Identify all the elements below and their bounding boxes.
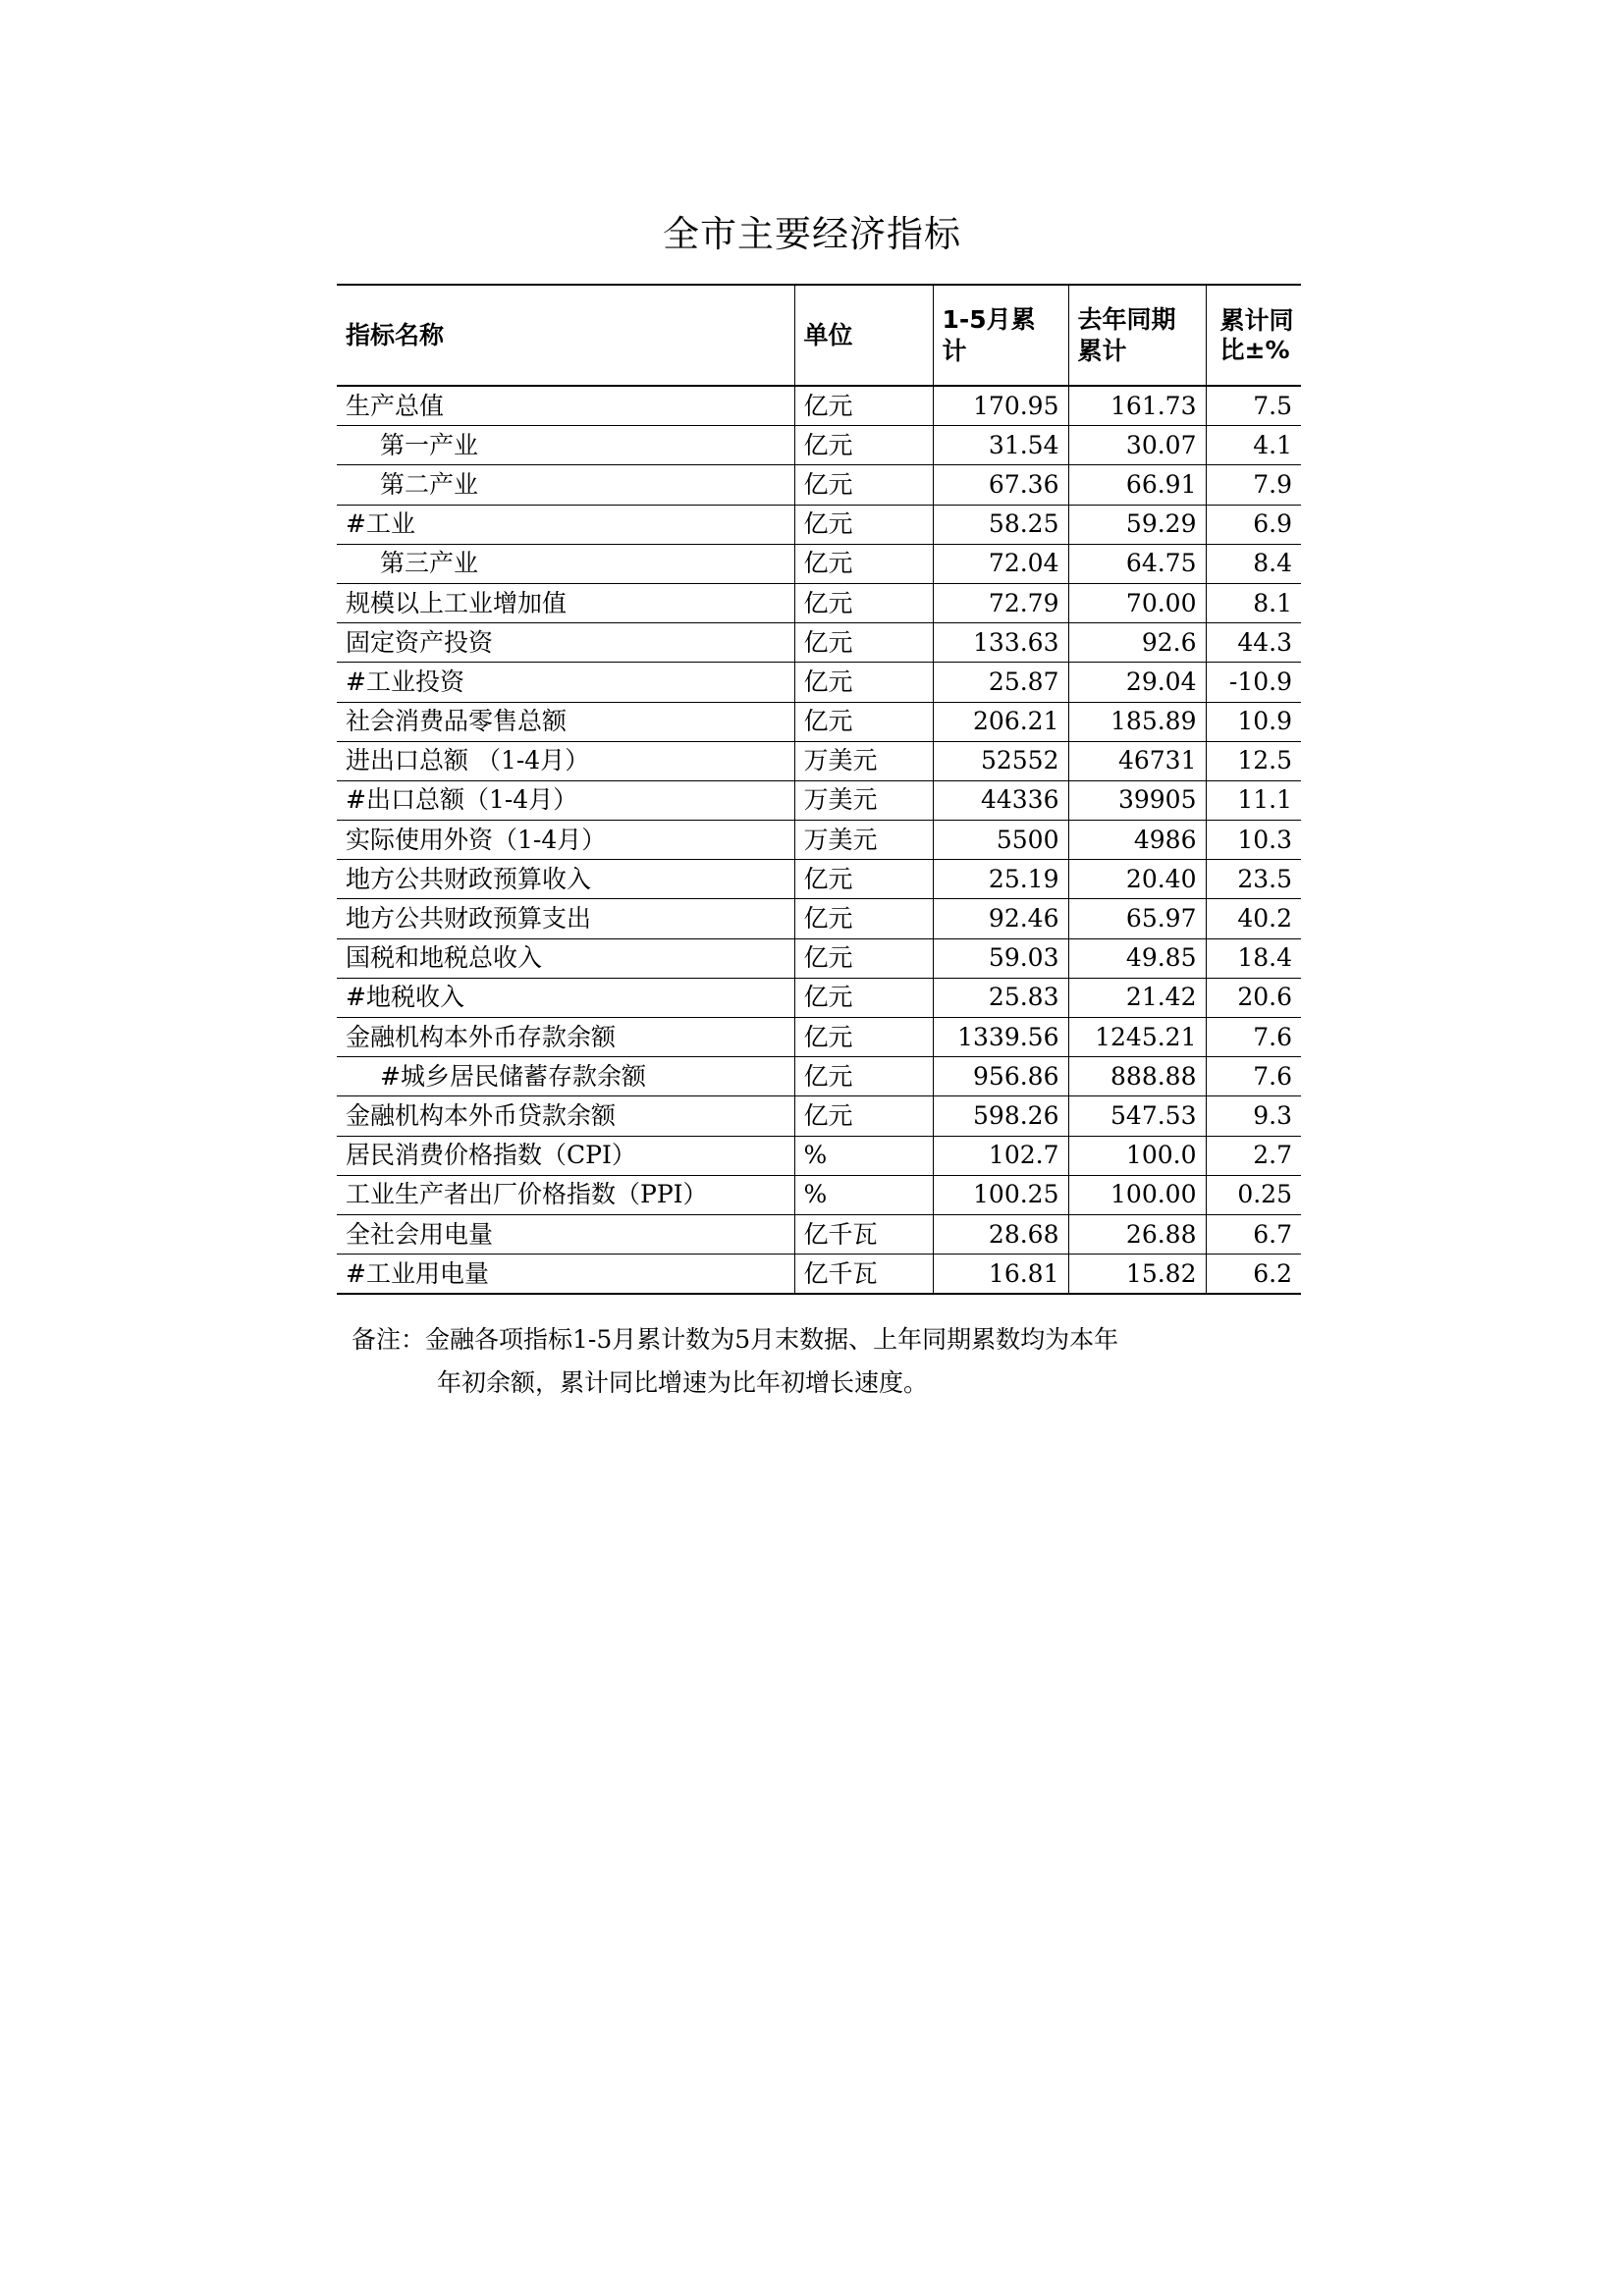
- table-row: [337, 938, 1301, 978]
- cell-yoy: 4.1: [1206, 426, 1301, 465]
- cell-yoy: 6.9: [1206, 505, 1301, 544]
- cell-name: #地税收入: [337, 978, 794, 1017]
- cell-unit: 亿元: [794, 978, 933, 1017]
- cell-name: 地方公共财政预算收入: [337, 860, 794, 899]
- cell-current: 206.21: [933, 702, 1068, 741]
- cell-previous: 888.88: [1068, 1057, 1206, 1096]
- cell-name: #工业: [337, 505, 794, 544]
- cell-previous: 66.91: [1068, 465, 1206, 505]
- cell-unit: 亿元: [794, 938, 933, 978]
- cell-current: 956.86: [933, 1057, 1068, 1096]
- cell-yoy: 20.6: [1206, 978, 1301, 1017]
- cell-previous: 20.40: [1068, 860, 1206, 899]
- cell-unit: 亿元: [794, 426, 933, 465]
- table-body: [337, 386, 1301, 1294]
- cell-current: 92.46: [933, 899, 1068, 938]
- cell-name: 国税和地税总收入: [337, 938, 794, 978]
- table-header-row: [337, 285, 1301, 386]
- cell-previous: 100.00: [1068, 1175, 1206, 1214]
- cell-yoy: 8.4: [1206, 544, 1301, 583]
- header-unit: 单位: [794, 285, 933, 386]
- cell-unit: %: [794, 1136, 933, 1175]
- cell-current: 100.25: [933, 1175, 1068, 1214]
- table-row: [337, 544, 1301, 583]
- cell-current: 5500: [933, 821, 1068, 860]
- cell-name: 居民消费价格指数（CPI）: [337, 1136, 794, 1175]
- cell-current: 67.36: [933, 465, 1068, 505]
- cell-previous: 30.07: [1068, 426, 1206, 465]
- table-row: [337, 583, 1301, 622]
- cell-current: 170.95: [933, 386, 1068, 426]
- cell-name: 第三产业: [337, 544, 794, 583]
- table-row: [337, 702, 1301, 741]
- cell-yoy: 7.5: [1206, 386, 1301, 426]
- cell-name: 第二产业: [337, 465, 794, 505]
- cell-yoy: 6.2: [1206, 1255, 1301, 1295]
- table-row: [337, 1018, 1301, 1057]
- cell-name: 规模以上工业增加值: [337, 583, 794, 622]
- cell-yoy: 10.3: [1206, 821, 1301, 860]
- table-row: [337, 1096, 1301, 1136]
- cell-current: 133.63: [933, 623, 1068, 663]
- header-current: 1-5月累计: [933, 285, 1068, 386]
- cell-current: 25.83: [933, 978, 1068, 1017]
- cell-previous: 46731: [1068, 741, 1206, 780]
- cell-current: 25.87: [933, 663, 1068, 702]
- cell-name: 工业生产者出厂价格指数（PPI）: [337, 1175, 794, 1214]
- table-row: [337, 1214, 1301, 1254]
- cell-current: 31.54: [933, 426, 1068, 465]
- header-name: 指标名称: [337, 285, 794, 386]
- indicators-table: [337, 284, 1301, 1295]
- cell-yoy: 18.4: [1206, 938, 1301, 978]
- cell-unit: 亿千瓦: [794, 1214, 933, 1254]
- cell-previous: 49.85: [1068, 938, 1206, 978]
- cell-yoy: 40.2: [1206, 899, 1301, 938]
- cell-name: #工业用电量: [337, 1255, 794, 1295]
- cell-yoy: 7.9: [1206, 465, 1301, 505]
- cell-unit: 亿千瓦: [794, 1255, 933, 1295]
- cell-unit: 亿元: [794, 583, 933, 622]
- table-row: [337, 623, 1301, 663]
- cell-previous: 15.82: [1068, 1255, 1206, 1295]
- cell-previous: 26.88: [1068, 1214, 1206, 1254]
- cell-current: 59.03: [933, 938, 1068, 978]
- cell-yoy: 10.9: [1206, 702, 1301, 741]
- cell-previous: 39905: [1068, 780, 1206, 820]
- cell-yoy: 23.5: [1206, 860, 1301, 899]
- table-row: [337, 1255, 1301, 1295]
- cell-previous: 161.73: [1068, 386, 1206, 426]
- cell-current: 72.04: [933, 544, 1068, 583]
- cell-unit: 亿元: [794, 860, 933, 899]
- cell-unit: 亿元: [794, 505, 933, 544]
- table-row: [337, 899, 1301, 938]
- cell-current: 58.25: [933, 505, 1068, 544]
- cell-current: 72.79: [933, 583, 1068, 622]
- cell-name: #城乡居民储蓄存款余额: [337, 1057, 794, 1096]
- cell-current: 28.68: [933, 1214, 1068, 1254]
- cell-unit: 亿元: [794, 386, 933, 426]
- cell-name: #出口总额（1-4月）: [337, 780, 794, 820]
- cell-yoy: 8.1: [1206, 583, 1301, 622]
- cell-current: 598.26: [933, 1096, 1068, 1136]
- cell-unit: %: [794, 1175, 933, 1214]
- cell-yoy: 0.25: [1206, 1175, 1301, 1214]
- table-row: [337, 426, 1301, 465]
- cell-unit: 亿元: [794, 544, 933, 583]
- cell-unit: 亿元: [794, 702, 933, 741]
- table-row: [337, 505, 1301, 544]
- cell-name: 实际使用外资（1-4月）: [337, 821, 794, 860]
- cell-unit: 万美元: [794, 741, 933, 780]
- cell-name: 进出口总额 （1-4月）: [337, 741, 794, 780]
- cell-previous: 1245.21: [1068, 1018, 1206, 1057]
- footnote-line-1: 备注：金融各项指标1-5月累计数为5月末数据、上年同期累数均为本年: [352, 1325, 1119, 1354]
- table-row: [337, 465, 1301, 505]
- header-previous: 去年同期累计: [1068, 285, 1206, 386]
- cell-yoy: 44.3: [1206, 623, 1301, 663]
- cell-current: 25.19: [933, 860, 1068, 899]
- cell-unit: 亿元: [794, 465, 933, 505]
- cell-previous: 547.53: [1068, 1096, 1206, 1136]
- cell-unit: 亿元: [794, 1057, 933, 1096]
- cell-yoy: 12.5: [1206, 741, 1301, 780]
- cell-name: 固定资产投资: [337, 623, 794, 663]
- cell-name: #工业投资: [337, 663, 794, 702]
- table-row: [337, 1057, 1301, 1096]
- cell-previous: 59.29: [1068, 505, 1206, 544]
- cell-current: 52552: [933, 741, 1068, 780]
- cell-previous: 64.75: [1068, 544, 1206, 583]
- footnote: [352, 1318, 1294, 1405]
- cell-unit: 亿元: [794, 663, 933, 702]
- table-row: [337, 663, 1301, 702]
- cell-current: 102.7: [933, 1136, 1068, 1175]
- cell-yoy: 9.3: [1206, 1096, 1301, 1136]
- cell-previous: 29.04: [1068, 663, 1206, 702]
- cell-unit: 亿元: [794, 1096, 933, 1136]
- cell-previous: 100.0: [1068, 1136, 1206, 1175]
- cell-unit: 亿元: [794, 623, 933, 663]
- table-row: [337, 741, 1301, 780]
- cell-previous: 70.00: [1068, 583, 1206, 622]
- cell-name: 地方公共财政预算支出: [337, 899, 794, 938]
- cell-current: 44336: [933, 780, 1068, 820]
- cell-yoy: 11.1: [1206, 780, 1301, 820]
- cell-name: 社会消费品零售总额: [337, 702, 794, 741]
- cell-previous: 4986: [1068, 821, 1206, 860]
- table-row: [337, 821, 1301, 860]
- cell-previous: 21.42: [1068, 978, 1206, 1017]
- cell-name: 全社会用电量: [337, 1214, 794, 1254]
- header-yoy: 累计同比±%: [1206, 285, 1301, 386]
- cell-name: 金融机构本外币存款余额: [337, 1018, 794, 1057]
- cell-current: 1339.56: [933, 1018, 1068, 1057]
- cell-name: 金融机构本外币贷款余额: [337, 1096, 794, 1136]
- table-row: [337, 386, 1301, 426]
- table-row: [337, 860, 1301, 899]
- table-row: [337, 1175, 1301, 1214]
- table-row: [337, 1136, 1301, 1175]
- cell-previous: 92.6: [1068, 623, 1206, 663]
- cell-yoy: 2.7: [1206, 1136, 1301, 1175]
- page-title: 全市主要经济指标: [663, 213, 961, 255]
- cell-current: 16.81: [933, 1255, 1068, 1295]
- cell-unit: 亿元: [794, 1018, 933, 1057]
- cell-unit: 万美元: [794, 780, 933, 820]
- cell-yoy: -10.9: [1206, 663, 1301, 702]
- footnote-line-2: 年初余额，累计同比增速为比年初增长速度。: [437, 1368, 929, 1397]
- cell-unit: 万美元: [794, 821, 933, 860]
- cell-previous: 185.89: [1068, 702, 1206, 741]
- cell-name: 生产总值: [337, 386, 794, 426]
- cell-name: 第一产业: [337, 426, 794, 465]
- cell-yoy: 7.6: [1206, 1018, 1301, 1057]
- cell-yoy: 7.6: [1206, 1057, 1301, 1096]
- cell-previous: 65.97: [1068, 899, 1206, 938]
- cell-yoy: 6.7: [1206, 1214, 1301, 1254]
- cell-unit: 亿元: [794, 899, 933, 938]
- table-row: [337, 978, 1301, 1017]
- table-row: [337, 780, 1301, 820]
